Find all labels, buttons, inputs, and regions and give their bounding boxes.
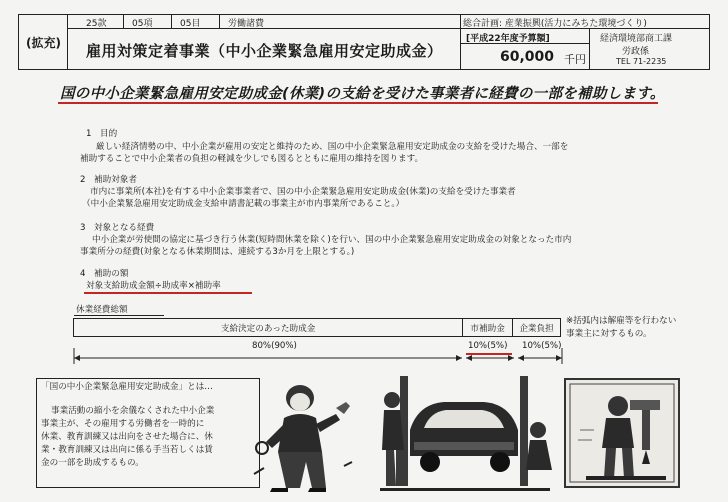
drill-worker-frame xyxy=(564,378,680,488)
expense-category: 労働諸費 xyxy=(228,19,265,29)
section-1-body: 厳しい経済情勢の中、中小企業が雇用の安定と維持のため、国の中小企業緊急雇用安定助成金の支給を受けた場合、一部を xyxy=(96,142,569,152)
explanation-text: 金の一部を助成するもの。 xyxy=(41,458,144,468)
code-kou: 05項 xyxy=(132,19,153,29)
section-3-body: 事業所分の経費(対象となる休業期間は、連続する3か月を上限とする。) xyxy=(80,247,355,257)
section: 労政係 xyxy=(622,47,650,57)
explanation-text: 事業主が、その雇用する労働者を一時的に xyxy=(41,419,205,429)
header-divider xyxy=(171,15,172,28)
master-plan: 総合計画: 産業振興(活力にみちた環境づくり) xyxy=(463,19,647,29)
expense-note: 事業主に対するもの。 xyxy=(566,329,652,339)
section-2-body: （中小企業緊急雇用安定助成金支給申請書記載の事業主が市内事業所であること。） xyxy=(82,199,405,209)
subsidy-explanation-box xyxy=(36,378,260,488)
header-divider xyxy=(589,29,590,69)
explanation-title: 「国の中小企業緊急雇用安定助成金」とは… xyxy=(41,382,213,392)
header-divider xyxy=(123,15,124,28)
section-4-title: 4 補助の額 xyxy=(80,269,129,279)
code-moku: 05目 xyxy=(180,19,201,29)
budget-label: [平成22年度予算額] xyxy=(466,34,550,44)
expense-total-label: 休業経費総額 xyxy=(76,305,128,315)
budget-amount: 60,000 xyxy=(500,49,555,65)
project-title: 雇用対策定着事業（中小企業緊急雇用安定助成金） xyxy=(86,42,443,60)
subsidy-formula: 対象支給助成金額÷助成率×補助率 xyxy=(86,281,221,291)
worker-with-wrench-illustration xyxy=(248,376,360,494)
section-3-title: 3 対象となる経費 xyxy=(80,223,155,233)
expense-breakdown-table xyxy=(73,318,561,337)
city-percentage-underline xyxy=(466,353,512,355)
header-divider xyxy=(67,15,68,69)
header-divider xyxy=(460,15,461,69)
headline: 国の中小企業緊急雇用安定助成金(休業)の支給を受けた事業者に経費の一部を補助します。 xyxy=(60,86,665,102)
section-1-title: 1 目的 xyxy=(86,129,118,139)
telephone: TEL 71-2235 xyxy=(616,57,667,66)
expansion-tag: (拡充) xyxy=(26,36,61,50)
headline-underline xyxy=(58,102,658,104)
section-2-body: 市内に事業所(本社)を有する中小企業事業者で、国の中小企業緊急雇用安定助成金(休業)の支給を受けた事業者 xyxy=(90,187,516,197)
section-1-body: 補助することで中小企業者の負担の軽減を少しでも図るとともに雇用の維持を図ります。 xyxy=(80,154,424,164)
code-kan: 25款 xyxy=(86,19,107,29)
expense-note: ※括弧内は解雇等を行わない xyxy=(566,316,677,326)
explanation-text: 事業活動の縮小を余儀なくされた中小企業 xyxy=(51,406,215,416)
formula-underline xyxy=(84,292,252,294)
header-divider xyxy=(219,15,220,28)
company-burden-cell: 企業負担 xyxy=(513,319,561,337)
drill-worker-illustration xyxy=(566,380,678,486)
burden-percentage: 10%(5%) xyxy=(522,341,562,351)
budget-unit: 千円 xyxy=(564,53,586,66)
subsidy-cell: 支給決定のあった助成金 xyxy=(74,319,463,337)
department: 経済環境部商工課 xyxy=(600,34,673,44)
city-percentage: 10%(5%) xyxy=(468,341,508,351)
expense-label-underline xyxy=(74,315,164,316)
subsidy-percentage: 80%(90%) xyxy=(252,341,297,351)
car-repair-illustration xyxy=(370,370,558,496)
section-2-title: 2 補助対象者 xyxy=(80,175,138,185)
explanation-text: 休業、教育訓練又は出向をさせた場合に、休 xyxy=(41,432,213,442)
section-3-body: 中小企業が労使間の協定に基づき行う休業(短時間休業を除く)を行い、国の中小企業緊急雇用安定助成金の対象となった市内 xyxy=(92,235,572,245)
explanation-text: 業・教育訓練又は出向に係る手当若しくは賃 xyxy=(41,445,213,455)
city-subsidy-cell: 市補助金 xyxy=(463,319,513,337)
